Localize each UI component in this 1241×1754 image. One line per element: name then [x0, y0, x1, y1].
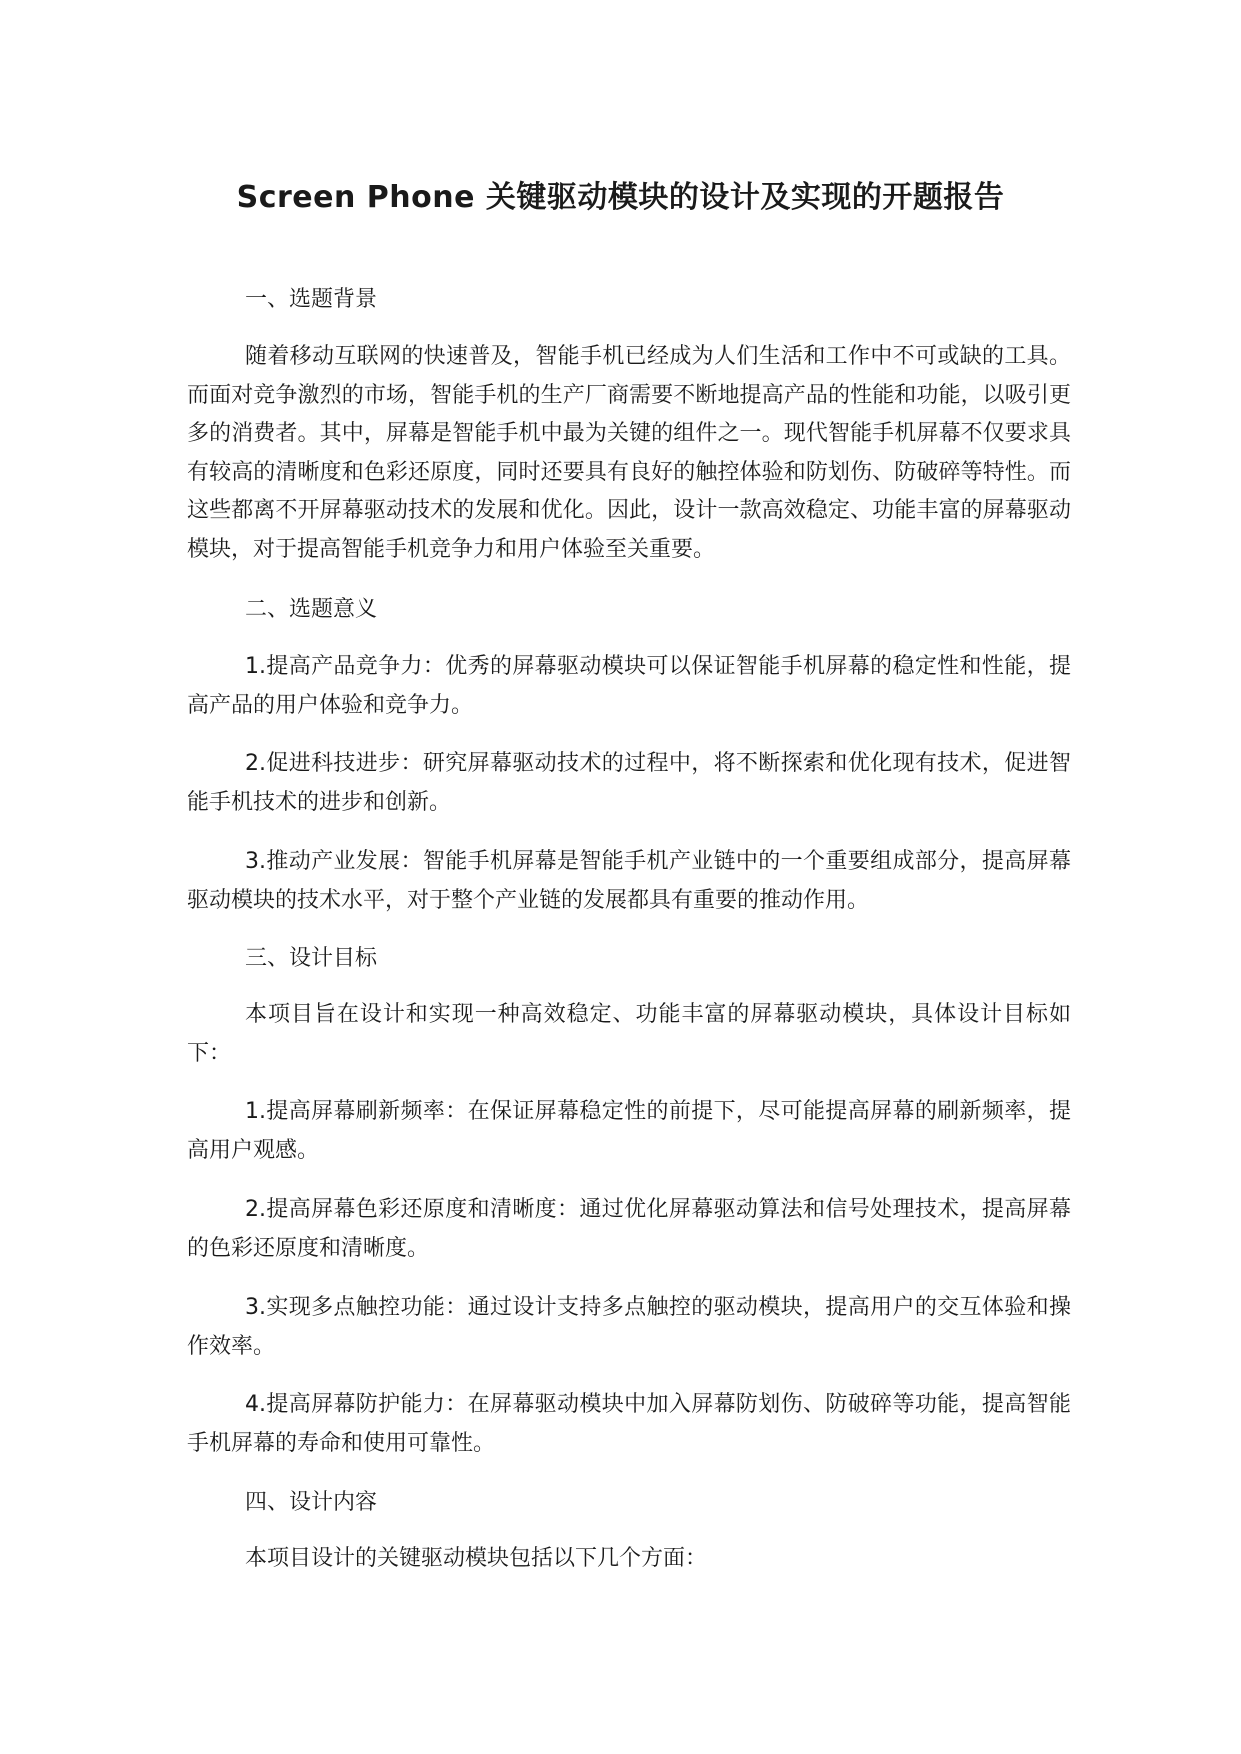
paragraph-significance-3: 3.推动产业发展：智能手机屏幕是智能手机产业链中的一个重要组成部分，提高屏幕驱动模块的技术水平，对于整个产业链的发展都具有重要的推动作用。: [187, 849, 1071, 913]
paragraph-content-intro: 本项目设计的关键驱动模块包括以下几个方面：: [245, 1546, 708, 1571]
paragraph-goals-2: 2.提高屏幕色彩还原度和清晰度：通过优化屏幕驱动算法和信号处理技术，提高屏幕的色彩还原度和清晰度。: [187, 1197, 1071, 1261]
document-title: Screen Phone 关键驱动模块的设计及实现的开题报告: [236, 180, 1005, 215]
section-heading-background: 一、选题背景: [245, 287, 378, 312]
section-heading-significance: 二、选题意义: [245, 597, 378, 622]
paragraph-background: 随着移动互联网的快速普及，智能手机已经成为人们生活和工作中不可或缺的工具。而面对竞争激烈的市场，智能手机的生产厂商需要不断地提高产品的性能和功能，以吸引更多的消费者。其中，屏幕是智能手机中最为关键的组件之一。现代智能手机屏幕不仅要求具有较高的清晰度和色彩还原度，同时还要具有良好的触控体验和防划伤、防破碎等特性。而这些都离不开屏幕驱动技术的发展和优化。因此，设计一款高效稳定、功能丰富的屏幕驱动模块，对于提高智能手机竞争力和用户体验至关重要。: [187, 344, 1071, 562]
section-heading-goals: 三、设计目标: [245, 946, 378, 971]
paragraph-goals-intro: 本项目旨在设计和实现一种高效稳定、功能丰富的屏幕驱动模块，具体设计目标如下：: [187, 1002, 1071, 1066]
paragraph-goals-1: 1.提高屏幕刷新频率：在保证屏幕稳定性的前提下，尽可能提高屏幕的刷新频率，提高用户观感。: [187, 1099, 1071, 1163]
paragraph-significance-2: 2.促进科技进步：研究屏幕驱动技术的过程中，将不断探索和优化现有技术，促进智能手机技术的进步和创新。: [187, 751, 1071, 815]
paragraph-goals-4: 4.提高屏幕防护能力：在屏幕驱动模块中加入屏幕防划伤、防破碎等功能，提高智能手机屏幕的寿命和使用可靠性。: [187, 1392, 1071, 1456]
section-heading-content: 四、设计内容: [245, 1490, 378, 1515]
paragraph-significance-1: 1.提高产品竞争力：优秀的屏幕驱动模块可以保证智能手机屏幕的稳定性和性能，提高产品的用户体验和竞争力。: [187, 654, 1071, 718]
paragraph-goals-3: 3.实现多点触控功能：通过设计支持多点触控的驱动模块，提高用户的交互体验和操作效率。: [187, 1295, 1071, 1359]
